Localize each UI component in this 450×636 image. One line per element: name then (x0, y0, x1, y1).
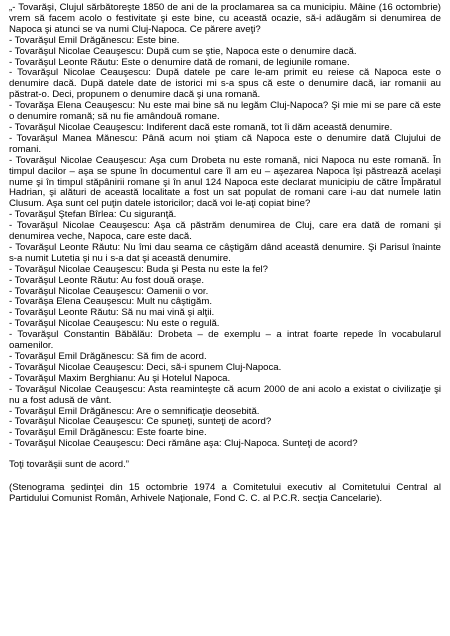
transcript-paragraph: - Tovarăşul Emil Drăgănescu: Este bine. (9, 34, 180, 46)
source-citation: (Stenograma şedinţei din 15 octombrie 1974 a Comitetului executiv al Comitetului Central al Partidului Comunist Român, Arhivele Naţionale, Fond C. C. al P.C.R. secţia Cancelarie). (9, 482, 441, 504)
transcript-paragraph: - Tovarăşul Emil Drăgănescu: Are o semnificaţie deosebită. (9, 405, 260, 417)
transcript-paragraph: - Tovarăşul Nicolae Ceauşescu: Aşa cum Drobeta nu este romană, nici Napoca nu este romană. În timpul dacilor – aşa se spune în documentul care îl am eu – aşezarea Napoca îşi păstrează acelaşi nume şi în timpul stăpânirii romane şi în anul 124 Napoca este declarat municipiu de către Împăratul Hadrian, şi alături de această localitate a fost un sat populat de romani care i-au dat numele latin Clusum. Aşa sunt cel puţin datele istoricilor; dacă voi le-aţi copiat bine? (9, 154, 441, 210)
transcript-paragraph: - Tovarăşul Manea Mănescu: Până acum noi ştiam că Napoca este o denumire dată Clujului de romani. (9, 132, 441, 155)
transcript-paragraph: - Tovarăşul Emil Drăgănescu: Să fim de acord. (9, 351, 207, 362)
transcript-paragraph: - Tovarăşul Nicolae Ceauşescu: Deci, să-i spunem Cluj-Napoca. (9, 361, 282, 373)
transcript-paragraph: - Tovarăşa Elena Ceauşescu: Mult nu câştigăm. (9, 296, 212, 308)
transcript-paragraph: - Tovarăşul Leonte Răutu: Să nu mai vină şi alţii. (9, 307, 215, 319)
transcript-paragraph: - Tovarăşul Maxim Berghianu: Au şi Hotelul Napoca. (9, 372, 231, 384)
closing-statement: Toţi tovarăşii sunt de acord.” (9, 459, 129, 471)
transcript-paragraph: - Tovarăşul Nicolae Ceauşescu: Oamenii o vor. (9, 285, 209, 297)
transcript-paragraph: - Tovarăşul Leonte Răutu: Nu îmi dau seama ce câştigăm dând această denumire. Şi Parisul înainte s-a numit Lutetia şi nu i s-a dat şi această denumire. (9, 241, 441, 264)
transcript-paragraph: - Tovarăşul Nicolae Ceauşescu: Asta reaminteşte că acum 2000 de ani acolo a existat o civilizaţie şi nu a fost adusă de vânt. (9, 383, 441, 406)
transcript-paragraph: „- Tovarăşi, Clujul sărbătoreşte 1850 de ani de la proclamarea sa ca municipiu. Mâine (16 octombrie) vrem să facem acolo o festivitate şi este bine, cu această ocazie, să-i adăugăm si denumirea de Napoca şi atunci se va numi Cluj-Napoca. Ce părere aveţi? (9, 2, 441, 35)
transcript-paragraph: - Tovarăşa Elena Ceauşescu: Nu este mai bine să nu legăm Cluj-Napoca? Şi mie mi se pare că este o denumire romană; să nu fie amândouă romane. (9, 100, 441, 123)
transcript-paragraph: - Tovarăşul Constantin Băbălău: Drobeta – de exemplu – a intrat foarte repede în vocabularul oamenilor. (9, 329, 441, 352)
transcript-paragraph: - Tovarăşul Nicolae Ceauşescu: Buda şi Pesta nu este la fel? (9, 263, 268, 275)
transcript-paragraph: - Tovarăşul Leonte Răutu: Este o denumire dată de romani, de legiunile romane. (9, 56, 350, 68)
transcript-paragraph: - Tovarăşul Nicolae Ceauşescu: După cum se ştie, Napoca este o denumire dacă. (9, 45, 357, 57)
transcript-paragraph: - Tovarăşul Nicolae Ceauşescu: După datele pe care le-am primit eu reiese că Napoca este o denumire dacă. După datele date de istorici mi s-a spus că este o denumire dacă, iar romanii au păstrat-o. Deci, propunem o denumire dacă şi una romană. (9, 67, 441, 101)
transcript-paragraph: - Tovarăşul Ştefan Bîrlea: Cu siguranţă. (9, 209, 177, 221)
transcript-paragraph: - Tovarăşul Nicolae Ceauşescu: Nu este o regulă. (9, 318, 220, 330)
transcript-body (9, 3, 441, 450)
transcript-paragraph: - Tovarăşul Emil Drăgănescu: Este foarte bine. (9, 427, 207, 439)
transcript-paragraph: - Tovarăşul Nicolae Ceauşescu: Indiferent dacă este romană, tot îi dăm această denumire. (9, 121, 393, 133)
transcript-paragraph: - Tovarăşul Leonte Răutu: Au fost două oraşe. (9, 274, 205, 286)
transcript-paragraph: - Tovarăşul Nicolae Ceauşescu: Ce spuneţi, sunteţi de acord? (9, 416, 272, 428)
transcript-paragraph: - Tovarăşul Nicolae Ceauşescu: Deci rămâne aşa: Cluj-Napoca. Sunteţi de acord? (9, 438, 358, 450)
transcript-paragraph: - Tovarăşul Nicolae Ceauşescu: Aşa că păstrăm denumirea de Cluj, care era dată de romani şi denumirea veche, Napoca, care este dacă. (9, 220, 441, 243)
